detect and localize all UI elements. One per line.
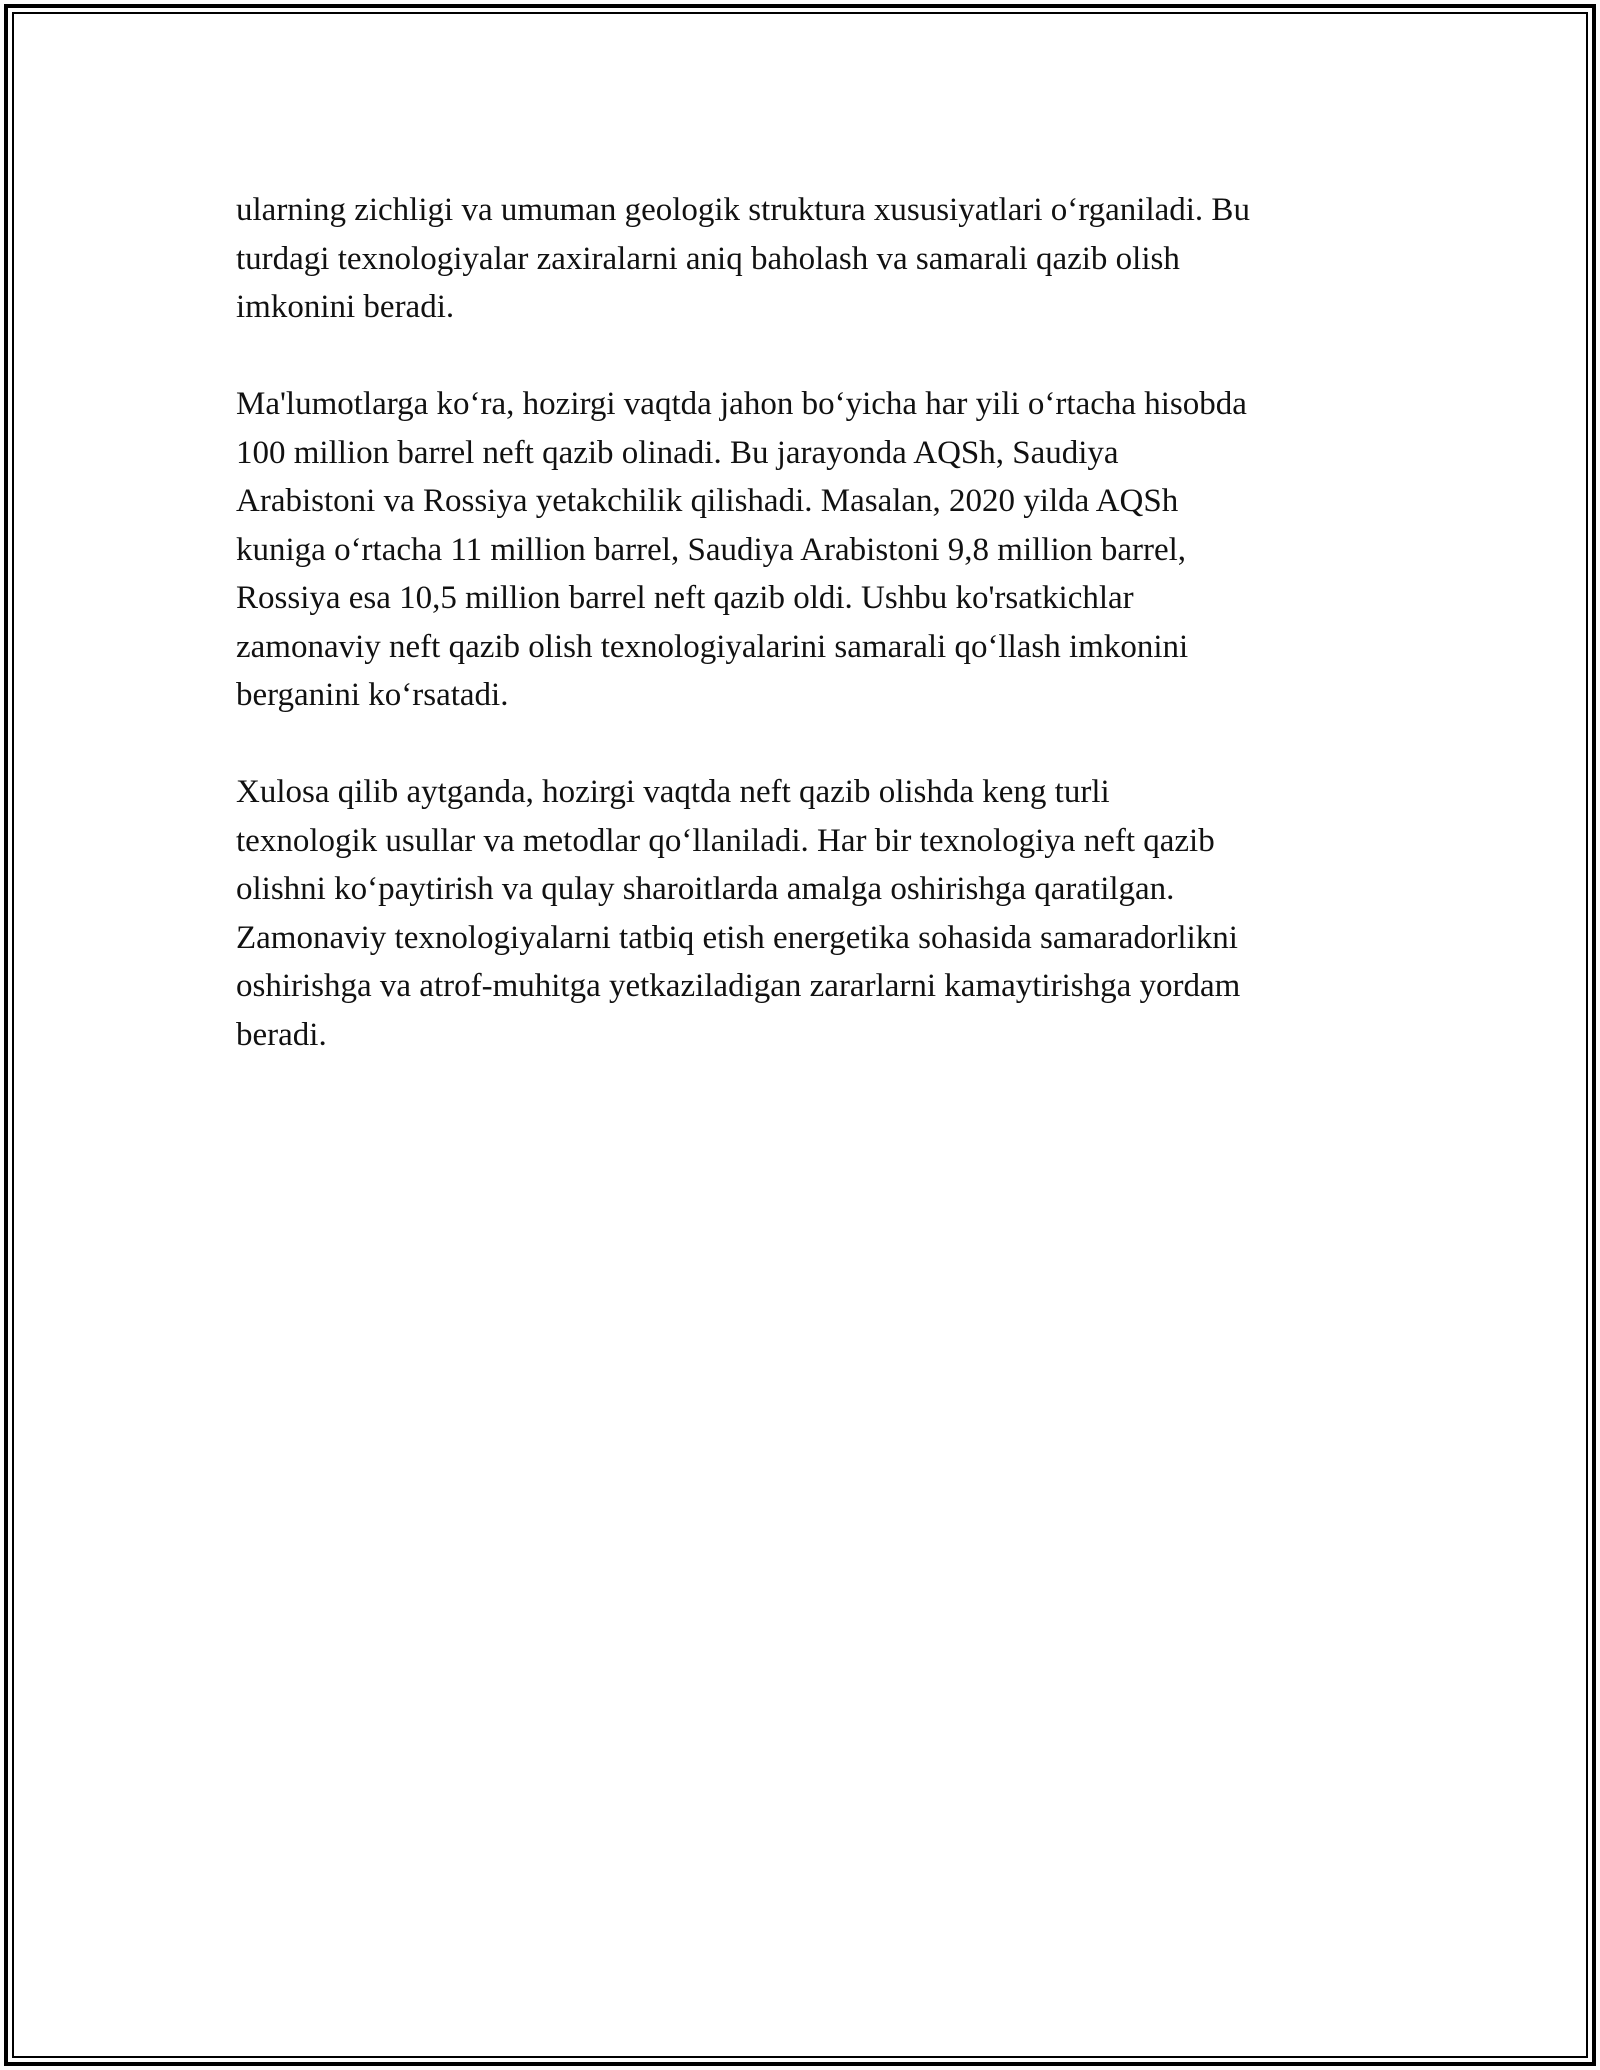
paragraph-3: Xulosa qilib aytganda, hozirgi vaqtda neft qazib olishda keng turli texnologik usullar va metodlar qo‘llaniladi. Har bir texnologiya neft qazib olishni ko‘paytirish va qulay sharoitlarda amalga oshirishga qaratilgan. Zamonaviy texnologiyalarni tatbiq etish energetika sohasida samaradorlikni oshirishga va atrof-muhitga yetkaziladigan zararlarni kamaytirishga yordam beradi.	[236, 774, 1241, 1053]
paragraph-1: ularning zichligi va umuman geologik struktura xususiyatlari o‘rganiladi. Bu turdagi texnologiyalar zaxiralarni aniq baholash va samarali qazib olish imkonini beradi.	[236, 192, 1250, 325]
paragraph-2: Ma'lumotlarga ko‘ra, hozirgi vaqtda jahon bo‘yicha har yili o‘rtacha hisobda 100 million barrel neft qazib olinadi. Bu jarayonda AQSh, Saudiya Arabistoni va Rossiya yetakchilik qilishadi. Masalan, 2020 yilda AQSh kuniga o‘rtacha 11 million barrel, Saudiya Arabistoni 9,8 million barrel, Rossiya esa 10,5 million barrel neft qazib oldi. Ushbu ko'rsatkichlar zamonaviy neft qazib olish texnologiyalarini samarali qo‘llash imkonini berganini ko‘rsatadi.	[236, 386, 1247, 713]
document-body	[236, 186, 1376, 1108]
